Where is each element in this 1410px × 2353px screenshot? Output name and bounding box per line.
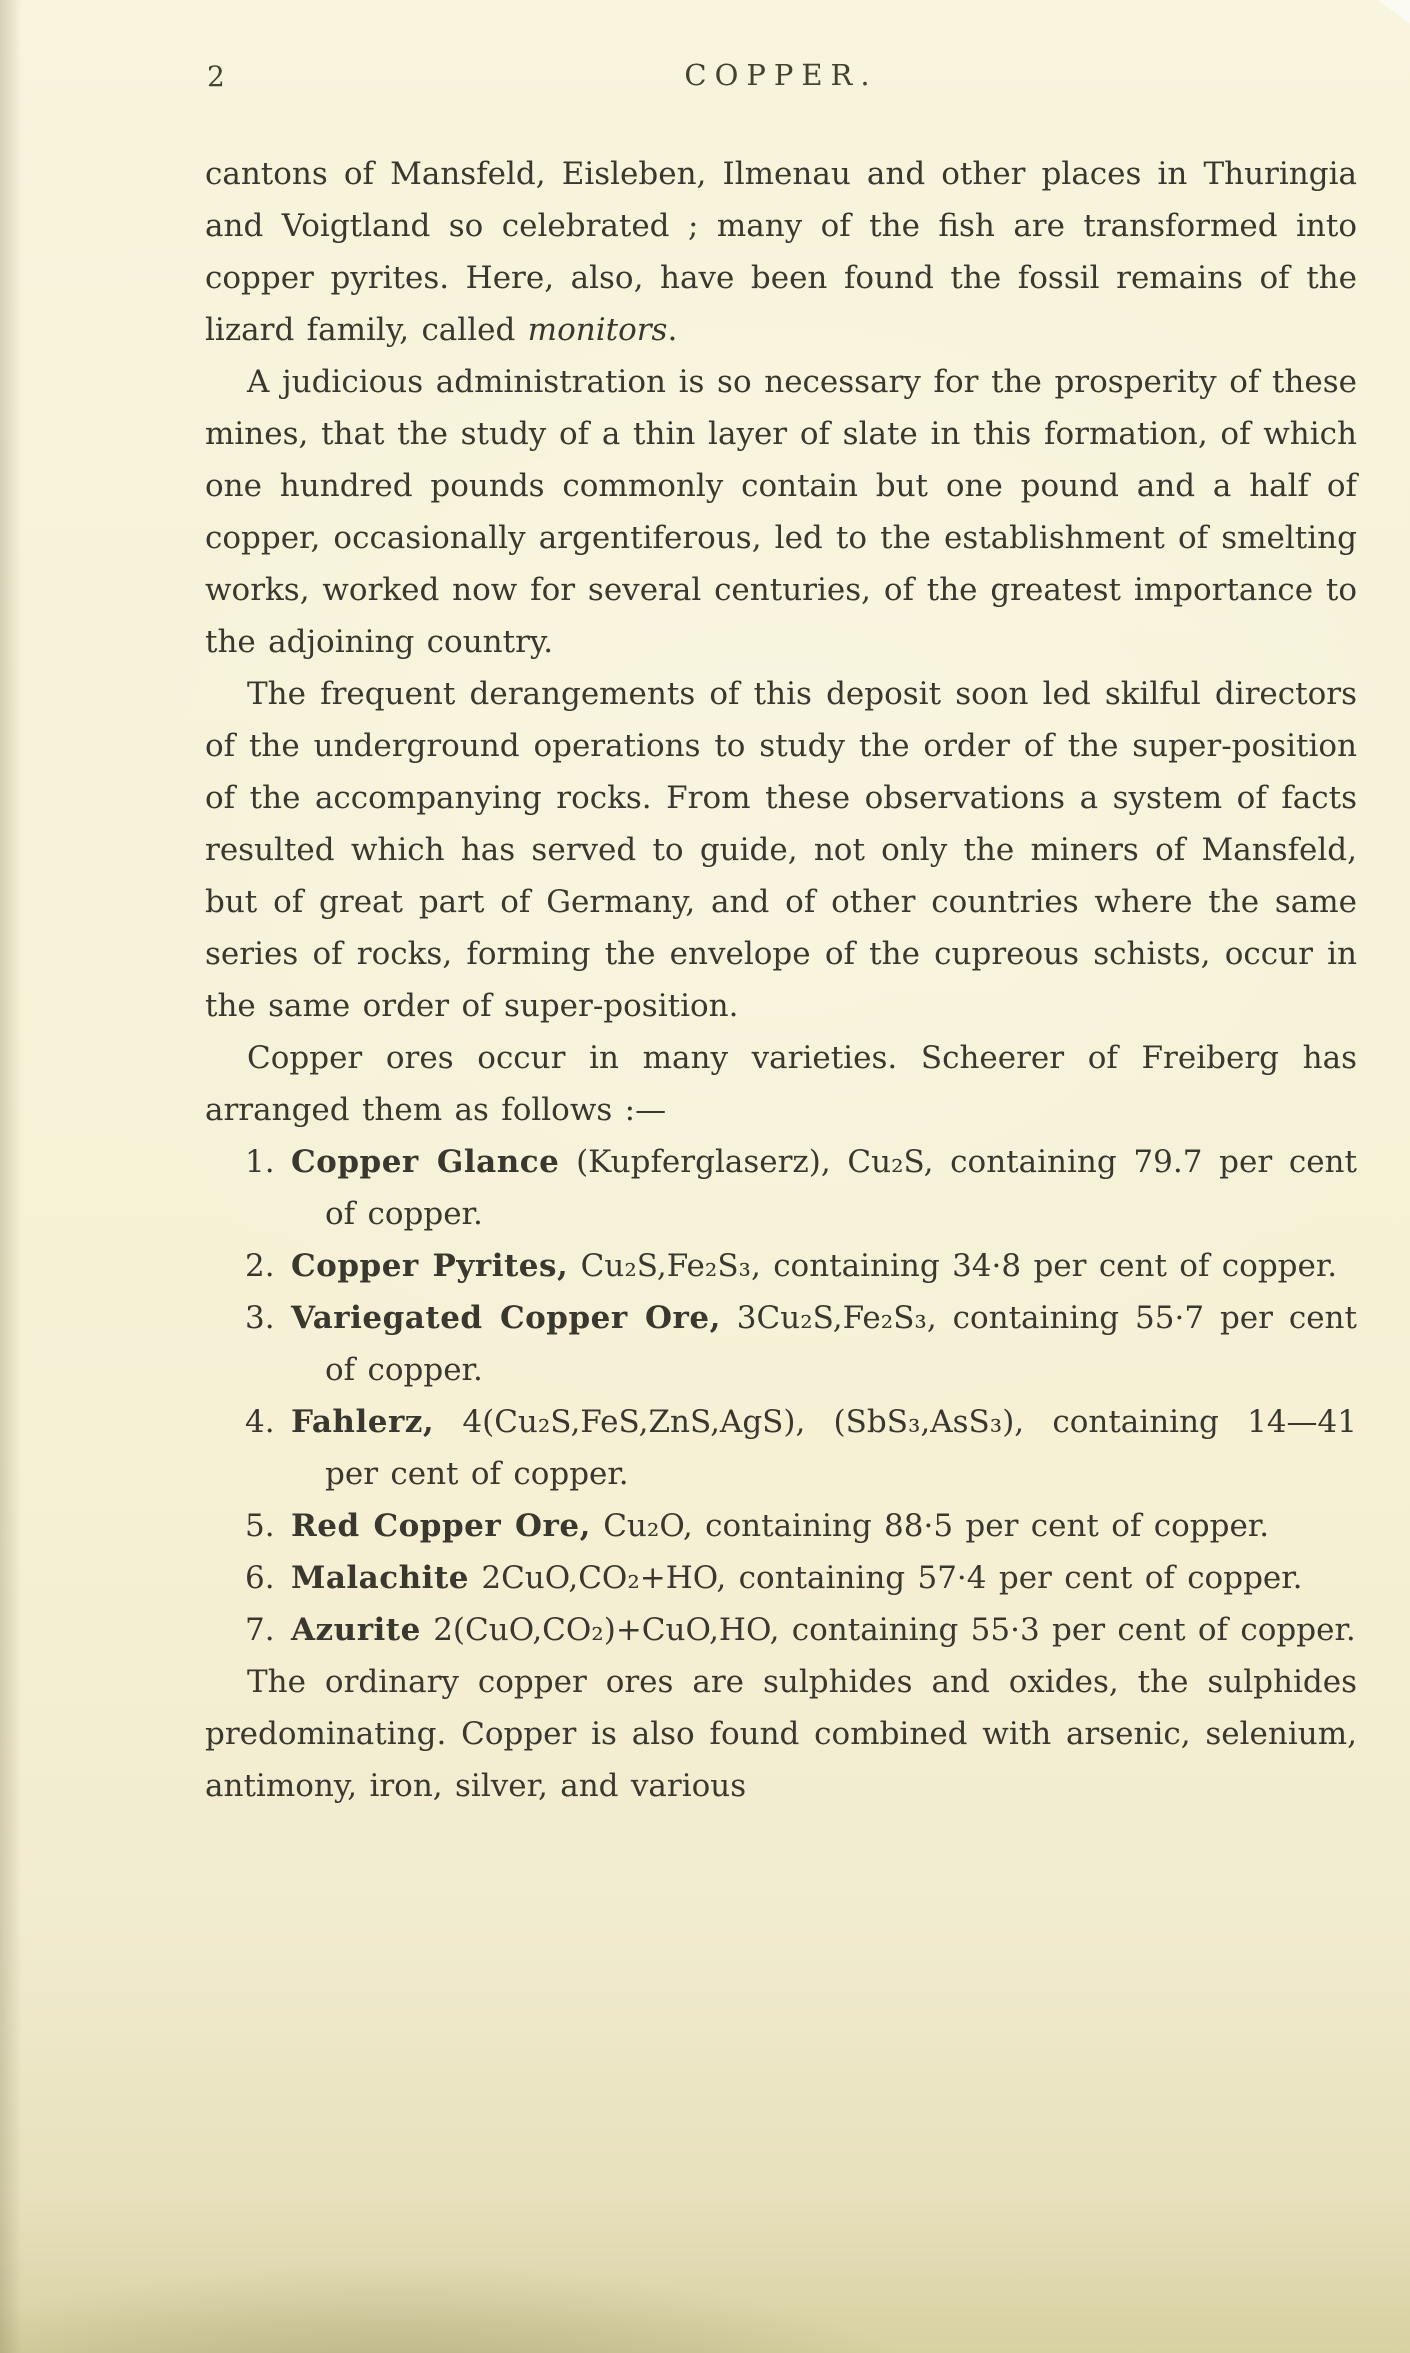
list-item-number: 1. [245, 1144, 275, 1180]
list-item-number: 6. [245, 1560, 275, 1596]
text-run: Azurite [291, 1612, 421, 1648]
ore-list-item [245, 1604, 1357, 1656]
ore-list-item [245, 1240, 1357, 1292]
text-run: Copper ores occur in many varieties. Scheerer of Freiberg has arranged them as follows :— [205, 1040, 1357, 1128]
text-run: 2CuO,CO₂+HO, containing 57·4 per cent of copper. [469, 1560, 1303, 1596]
text-run: 2(CuO,CO₂)+CuO,HO, containing 55·3 per cent of copper. [420, 1612, 1356, 1648]
ore-list-item [245, 1552, 1357, 1604]
paragraph [205, 668, 1357, 1032]
text-run: 4(Cu₂S,FeS,ZnS,AgS), (SbS₃,AsS₃), containing 14—41 per cent of copper. [325, 1404, 1357, 1492]
ore-list-item [245, 1500, 1357, 1552]
list-item-number: 4. [245, 1404, 275, 1440]
text-run: Copper Pyrites, [291, 1248, 569, 1284]
book-page [205, 56, 1357, 1812]
text-run: Copper Glance [291, 1144, 560, 1180]
page-content [205, 148, 1357, 1812]
paragraph [205, 356, 1357, 668]
scan-corner-artifact [1378, 0, 1410, 24]
text-run: cantons of Mansfeld, Eisleben, Ilmenau and other places in Thuringia and Voigtland so celebrated ; many of the fish are transformed into copper pyrites. Here, also, have been found the fossil remains of the lizard family, called [205, 156, 1357, 348]
text-run: Variegated Copper Ore, [291, 1300, 721, 1336]
list-item-number: 5. [245, 1508, 275, 1544]
page-number: 2 [207, 60, 225, 93]
ore-list-item [245, 1136, 1357, 1240]
ore-list-item [245, 1396, 1357, 1500]
text-run: Red Copper Ore, [291, 1508, 591, 1544]
text-run: 3Cu₂S,Fe₂S₃, containing 55·7 per cent of copper. [325, 1300, 1357, 1388]
running-title: COPPER. [684, 58, 878, 92]
list-item-number: 2. [245, 1248, 275, 1284]
text-run: Cu₂O, containing 88·5 per cent of copper. [590, 1508, 1270, 1544]
text-run: Fahlerz, [291, 1404, 435, 1440]
ore-list-item [245, 1292, 1357, 1396]
text-run: . [667, 312, 678, 348]
text-run: The ordinary copper ores are sulphides and oxides, the sulphides predominating. Copper is also found combined with arsenic, selenium, antimony, iron, silver, and various [205, 1664, 1357, 1804]
text-run: (Kupferglaserz), Cu₂S, containing 79.7 per cent of copper. [325, 1144, 1357, 1232]
paragraph [205, 1656, 1357, 1812]
text-run: The frequent derangements of this deposit soon led skilful directors of the underground operations to study the order of the super-position of the accompanying rocks. From these observations a system of facts resulted which has served to guide, not only the miners of Mansfeld, but of great part of Germany, and of other countries where the same series of rocks, forming the envelope of the cupreous schists, occur in the same order of super-position. [205, 676, 1357, 1024]
paragraph [205, 1032, 1357, 1136]
paragraph [205, 148, 1357, 356]
text-run: A judicious administration is so necessary for the prosperity of these mines, that the study of a thin layer of slate in this formation, of which one hundred pounds commonly contain but one pound and a half of copper, occasionally argentiferous, led to the establishment of smelting works, worked now for several centuries, of the greatest importance to the adjoining country. [205, 364, 1357, 660]
text-run: Malachite [291, 1560, 469, 1596]
list-item-number: 3. [245, 1300, 275, 1336]
list-item-number: 7. [245, 1612, 275, 1648]
running-header [205, 56, 1357, 94]
text-run: monitors [527, 312, 668, 348]
text-run: Cu₂S,Fe₂S₃, containing 34·8 per cent of copper. [568, 1248, 1338, 1284]
